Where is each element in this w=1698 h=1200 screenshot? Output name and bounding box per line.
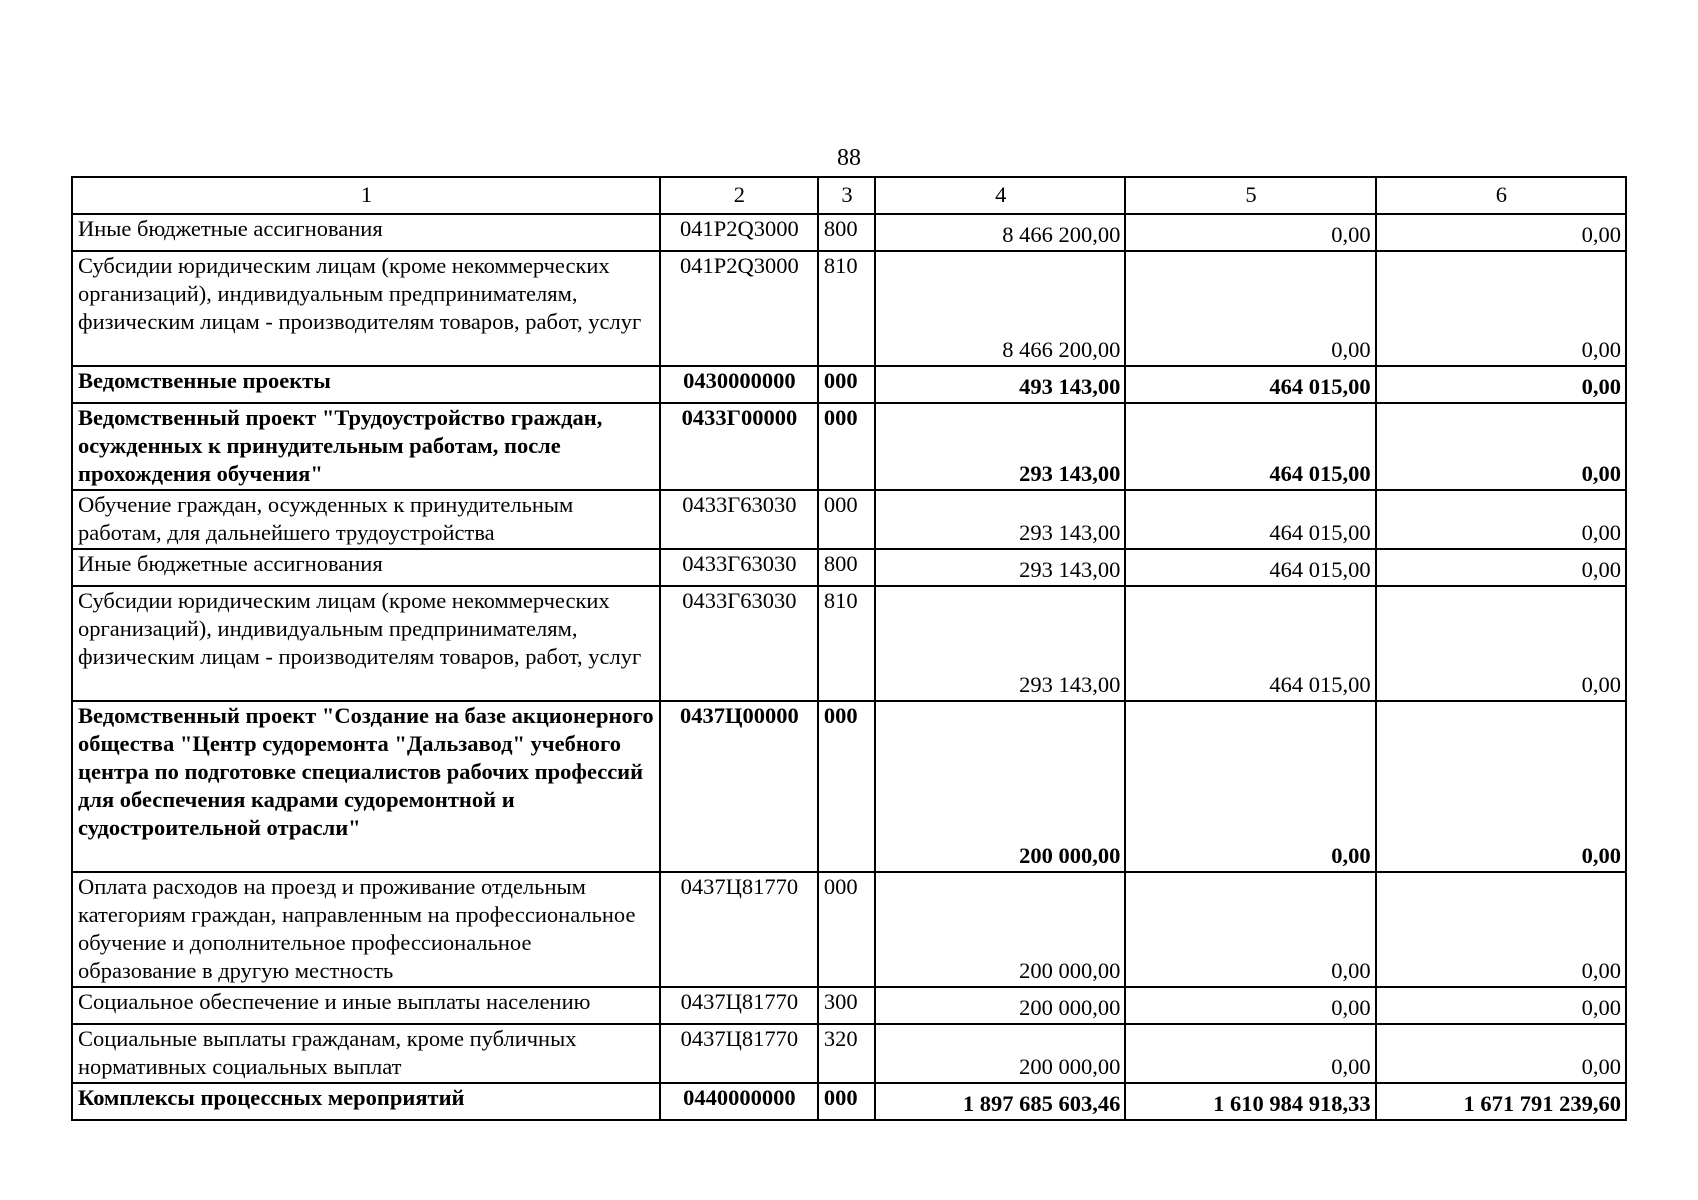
budget-table	[71, 176, 1627, 1121]
row-type: 800	[818, 214, 875, 251]
row-description: Социальное обеспечение и иные выплаты населению	[72, 987, 660, 1024]
row-description: Обучение граждан, осужденных к принудительным работам, для дальнейшего трудоустройства	[72, 490, 660, 549]
row-value-col6: 0,00	[1376, 987, 1626, 1024]
table-row	[72, 549, 1626, 586]
row-value-col4: 293 143,00	[875, 549, 1125, 586]
row-value-col5: 464 015,00	[1125, 549, 1375, 586]
row-code: 041P2Q3000	[660, 214, 818, 251]
table-row	[72, 251, 1626, 366]
row-code: 0433Г63030	[660, 490, 818, 549]
table-row	[72, 701, 1626, 872]
page-number: 88	[837, 145, 861, 171]
row-code: 0433Г63030	[660, 549, 818, 586]
table-row	[72, 586, 1626, 701]
column-header-1: 1	[72, 177, 660, 214]
row-value-col5: 0,00	[1125, 251, 1375, 366]
row-code: 0433Г63030	[660, 586, 818, 701]
row-value-col6: 0,00	[1376, 214, 1626, 251]
row-value-col6: 0,00	[1376, 403, 1626, 490]
column-header-6: 6	[1376, 177, 1626, 214]
row-value-col6: 0,00	[1376, 490, 1626, 549]
row-value-col4: 200 000,00	[875, 987, 1125, 1024]
row-value-col5: 464 015,00	[1125, 586, 1375, 701]
column-header-5: 5	[1125, 177, 1375, 214]
table-row	[72, 987, 1626, 1024]
row-value-col6: 0,00	[1376, 549, 1626, 586]
row-value-col5: 0,00	[1125, 701, 1375, 872]
table-row	[72, 1024, 1626, 1083]
row-value-col5: 464 015,00	[1125, 490, 1375, 549]
row-value-col6: 0,00	[1376, 701, 1626, 872]
table-row	[72, 403, 1626, 490]
row-value-col6: 0,00	[1376, 251, 1626, 366]
table-row	[72, 366, 1626, 403]
table-row	[72, 1083, 1626, 1120]
row-value-col5: 0,00	[1125, 1024, 1375, 1083]
row-code: 0440000000	[660, 1083, 818, 1120]
row-type: 000	[818, 872, 875, 987]
row-description: Комплексы процессных мероприятий	[72, 1083, 660, 1120]
row-value-col5: 0,00	[1125, 872, 1375, 987]
row-description: Иные бюджетные ассигнования	[72, 214, 660, 251]
row-value-col4: 200 000,00	[875, 872, 1125, 987]
row-code: 0437Ц81770	[660, 987, 818, 1024]
row-description: Социальные выплаты гражданам, кроме публичных нормативных социальных выплат	[72, 1024, 660, 1083]
row-type: 000	[818, 1083, 875, 1120]
row-value-col4: 8 466 200,00	[875, 251, 1125, 366]
row-description: Субсидии юридическим лицам (кроме некоммерческих организаций), индивидуальным предпринимателям, физическим лицам - производителям товаров, работ, услуг	[72, 251, 660, 366]
row-description: Субсидии юридическим лицам (кроме некоммерческих организаций), индивидуальным предпринимателям, физическим лицам - производителям товаров, работ, услуг	[72, 586, 660, 701]
row-value-col4: 200 000,00	[875, 1024, 1125, 1083]
row-description: Ведомственный проект "Создание на базе акционерного общества "Центр судоремонта "Дальзавод" учебного центра по подготовке специалистов рабочих профессий для обеспечения кадрами судоремонтной и судостроительной отрасли"	[72, 701, 660, 872]
row-description: Иные бюджетные ассигнования	[72, 549, 660, 586]
row-value-col6: 1 671 791 239,60	[1376, 1083, 1626, 1120]
row-type: 300	[818, 987, 875, 1024]
row-value-col6: 0,00	[1376, 366, 1626, 403]
row-value-col6: 0,00	[1376, 586, 1626, 701]
row-value-col4: 200 000,00	[875, 701, 1125, 872]
table-row	[72, 490, 1626, 549]
table-row	[72, 872, 1626, 987]
row-type: 320	[818, 1024, 875, 1083]
table-row	[72, 214, 1626, 251]
row-value-col6: 0,00	[1376, 872, 1626, 987]
row-value-col5: 0,00	[1125, 987, 1375, 1024]
column-header-2: 2	[660, 177, 818, 214]
row-value-col5: 1 610 984 918,33	[1125, 1083, 1375, 1120]
row-value-col4: 293 143,00	[875, 403, 1125, 490]
row-value-col5: 464 015,00	[1125, 403, 1375, 490]
row-value-col5: 0,00	[1125, 214, 1375, 251]
row-value-col4: 293 143,00	[875, 490, 1125, 549]
row-type: 000	[818, 403, 875, 490]
row-value-col6: 0,00	[1376, 1024, 1626, 1083]
row-code: 0437Ц00000	[660, 701, 818, 872]
row-type: 800	[818, 549, 875, 586]
row-type: 000	[818, 366, 875, 403]
row-description: Ведомственные проекты	[72, 366, 660, 403]
row-type: 000	[818, 490, 875, 549]
row-value-col4: 1 897 685 603,46	[875, 1083, 1125, 1120]
column-header-4: 4	[875, 177, 1125, 214]
row-code: 0437Ц81770	[660, 872, 818, 987]
column-header-3: 3	[818, 177, 875, 214]
column-numbers-row	[72, 177, 1626, 214]
row-value-col4: 293 143,00	[875, 586, 1125, 701]
row-value-col5: 464 015,00	[1125, 366, 1375, 403]
row-description: Ведомственный проект "Трудоустройство граждан, осужденных к принудительным работам, после прохождения обучения"	[72, 403, 660, 490]
row-type: 810	[818, 251, 875, 366]
row-type: 000	[818, 701, 875, 872]
row-type: 810	[818, 586, 875, 701]
row-value-col4: 493 143,00	[875, 366, 1125, 403]
row-value-col4: 8 466 200,00	[875, 214, 1125, 251]
row-code: 0430000000	[660, 366, 818, 403]
row-code: 0437Ц81770	[660, 1024, 818, 1083]
row-description: Оплата расходов на проезд и проживание отдельным категориям граждан, направленным на профессиональное обучение и дополнительное профессиональное образование в другую местность	[72, 872, 660, 987]
row-code: 0433Г00000	[660, 403, 818, 490]
row-code: 041P2Q3000	[660, 251, 818, 366]
